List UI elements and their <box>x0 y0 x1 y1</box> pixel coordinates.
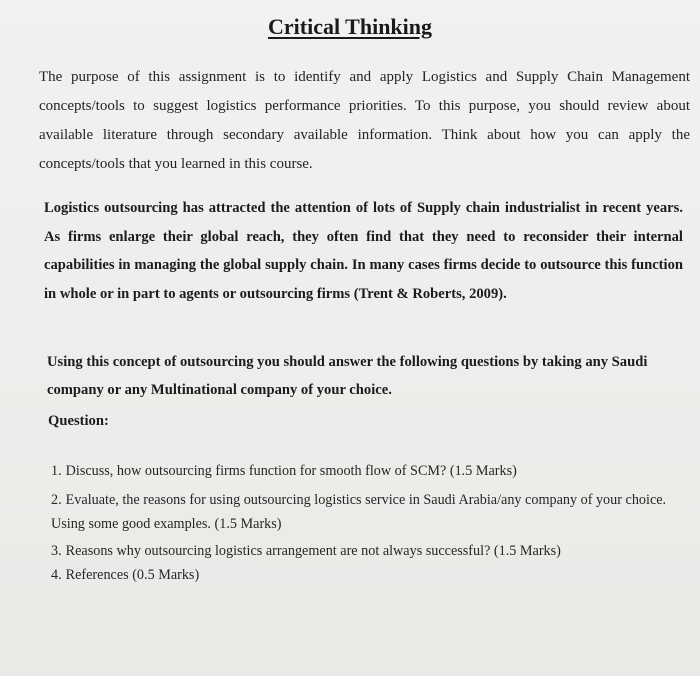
question-item <box>51 539 681 563</box>
document-title: Critical Thinking <box>267 14 433 39</box>
question-text: References (0.5 Marks) <box>65 567 200 583</box>
question-list <box>51 458 681 587</box>
question-text: Reasons why outsourcing logistics arrangement are not always successful? (1.5 Marks) <box>65 543 561 559</box>
question-number: 1. <box>51 463 62 479</box>
question-number: 2. <box>51 492 62 508</box>
question-item <box>51 563 681 587</box>
question-text: Evaluate, the reasons for using outsourcing logistics service in Saudi Arabia/any company of your choice. Using some good examples. (1.5 Marks) <box>51 492 667 532</box>
question-heading: Question: <box>48 413 109 429</box>
outsourcing-paragraph: Logistics outsourcing has attracted the attention of lots of Supply chain industrialist in recent years. As firms enlarge their global reach, they often find that they need to reconsider their internal capabilities in managing the global supply chain. In many cases firms decide to outsource this function in whole or in part to agents or outsourcing firms (Trent & Roberts, 2009). <box>44 200 683 302</box>
question-number: 4. <box>51 567 62 583</box>
question-item <box>51 488 681 536</box>
intro-paragraph: The purpose of this assignment is to identify and apply Logistics and Supply Chain Management concepts/tools to suggest logistics performance priorities. To this purpose, you should review about available literature through secondary available information. Think about how you can apply the concepts/tools that you learned in this course. <box>39 69 690 172</box>
question-item <box>51 458 681 485</box>
question-text: Discuss, how outsourcing firms function for smooth flow of SCM? (1.5 Marks) <box>65 463 517 479</box>
question-number: 3. <box>51 543 62 559</box>
instruction-paragraph: Using this concept of outsourcing you should answer the following questions by taking any Saudi company or any Multinational company of your choice. <box>47 354 648 398</box>
